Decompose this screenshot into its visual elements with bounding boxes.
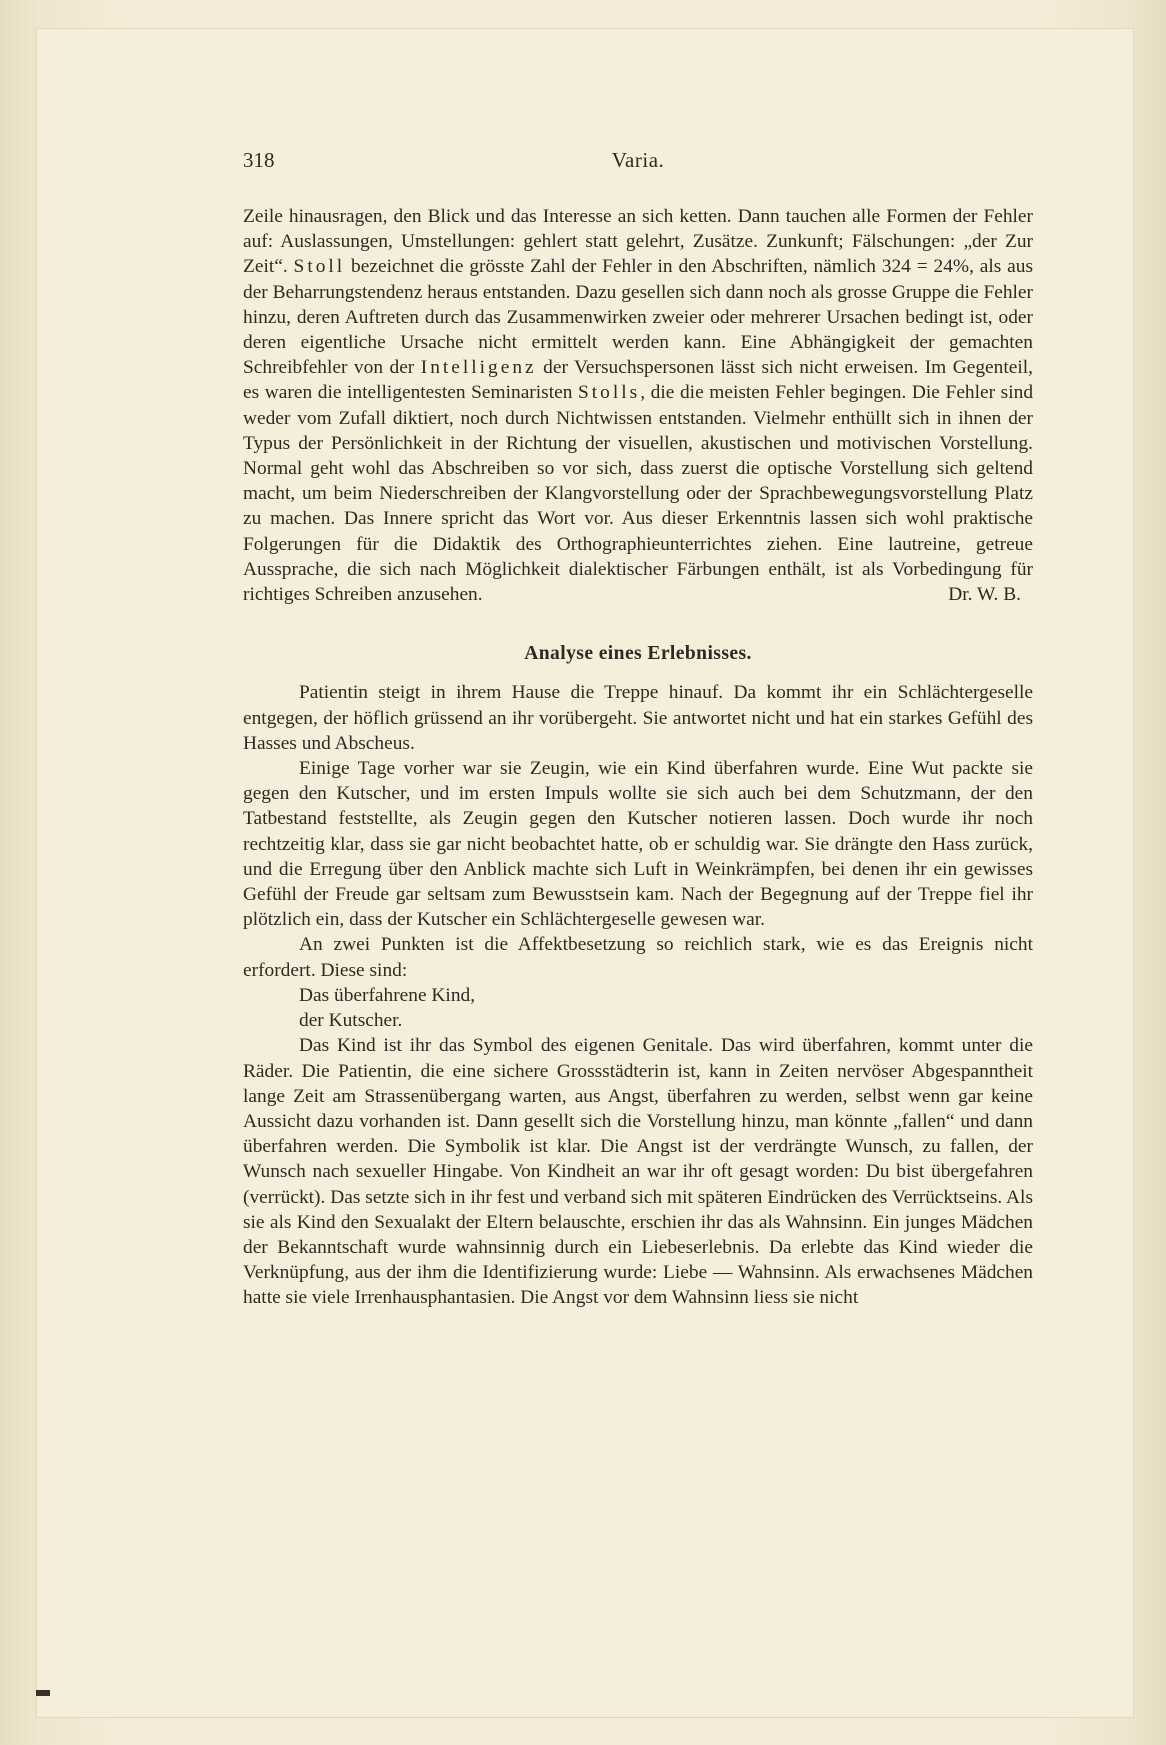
running-head: Varia. bbox=[611, 148, 665, 172]
scan-edge-mark bbox=[36, 1690, 50, 1696]
enumeration-list bbox=[243, 983, 1033, 1033]
page-number: 318 bbox=[243, 148, 275, 172]
text-run: bezeichnet die grösste Zahl der Fehler in den Abschriften, nämlich 324 = 24%, als aus der Beharrungstendenz heraus entstanden. Dazu gesellen sich dann noch als grosse Gruppe die Fehler hinzu, deren Auftreten durch das Zusammenwirken zweier oder mehrerer Ursachen bedingt ist, oder deren eigentliche Ursache nicht ermittelt werden kann. Eine Abhängigkeit der gemachten Schreibfehler von der bbox=[243, 256, 1034, 379]
emphasis-intelligenz: Intelligenz bbox=[420, 357, 537, 379]
signature: Dr. W. B. bbox=[948, 584, 1021, 606]
paragraph: Das Kind ist ihr das Symbol des eigenen Genitale. Das wird überfahren, kommt unter die Räder. Die Patientin, die eine sichere Grossstädterin ist, kann in Zeiten nervöser Abgespanntheit lange Zeit am Strassenübergang warten, aus Angst, überfahren zu werden, selbst wenn gar keine Aussicht dazu vorhanden ist. Dann gesellt sich die Vorstellung hinzu, man könnte „fallen“ und dann überfahren werden. Die Symbolik ist klar. Die Angst ist der verdrängte Wunsch, zu fallen, der Wunsch nach sexueller Hingabe. Von Kindheit an war ihr oft gesagt worden: Du bist übergefahren (verrückt). Das setzte sich in ihr fest und verband sich mit späteren Eindrücken des Verrücktseins. Als sie als Kind den Sexualakt der Eltern belauschte, erschien ihr das als Wahnsinn. Ein junges Mädchen der Bekanntschaft wurde wahnsinnig durch ein Liebeserlebnis. Da erlebte das Kind wieder die Verknüpfung, aus der ihm die Identifizierung wurde: Liebe — Wahnsinn. Als erwachsenes Mädchen hatte sie viele Irrenhausphantasien. Die Angst vor dem Wahnsinn liess sie nicht bbox=[243, 1035, 1033, 1309]
list-item: Das überfahrene Kind, bbox=[299, 984, 476, 1006]
page-header bbox=[243, 148, 1033, 178]
paragraph: Einige Tage vorher war sie Zeugin, wie ein Kind überfahren wurde. Eine Wut packte sie gegen den Kutscher, und im ersten Impuls wollte sie sich auch bei dem Schutzmann, der den Tatbestand feststellte, als Zeugin gegen den Kutscher notieren lassen. Doch wurde ihr noch rechtzeitig klar, dass sie gar nicht beobachtet hatte, ob er schuldig war. Sie drängte den Hass zurück, und die Erregung über den Anblick machte sich Luft in Weinkrämpfen, bei denen ihr ein gewisses Gefühl der Freude gar seltsam zum Bewusstsein kam. Nach der Begegnung auf der Treppe fiel ihr plötzlich ein, dass der Kutscher ein Schlächtergeselle gewesen war. bbox=[243, 758, 1033, 931]
paragraph: Patientin steigt in ihrem Hause die Treppe hinauf. Da kommt ihr ein Schlächtergeselle entgegen, der höflich grüssend an ihr vorübergeht. Sie antwortet nicht und hat ein starkes Gefühl des Hasses und Abscheus. bbox=[243, 682, 1033, 754]
list-item: der Kutscher. bbox=[299, 1010, 403, 1032]
paragraph-continued bbox=[243, 204, 1033, 607]
text-run: Zeile hinausragen, den Blick und das Interesse an sich ketten. Dann tauchen alle Formen der Fehler auf: Auslassungen, Umstellungen: gehlert statt gelehrt, Zusätze. Zunkunft; Fälschungen: „der Zur Zeit“. bbox=[243, 206, 1033, 278]
section-title: Analyse eines Erlebnisses. bbox=[524, 643, 752, 665]
text-run: , die die meisten Fehler begingen. Die Fehler sind weder vom Zufall diktiert, noch durch Nichtwissen entstanden. Vielmehr enthüllt sich in ihnen der Typus der Persönlichkeit in der Richtung der visuellen, akustischen und motivischen Vorstellung. Normal geht wohl das Abschreiben so vor sich, dass zuerst die optische Vorstellung sich geltend macht, um beim Niederschreiben der Klangvorstellung oder der Sprachbewegungsvorstellung Platz zu machen. Das Innere spricht das Wort vor. Aus dieser Erkenntnis lassen sich wohl praktische Folgerungen für die Didaktik des Orthographieunterrichtes ziehen. Eine lautreine, getreue Aussprache, die sich nach Möglichkeit dialektischer Färbungen enthält, ist als Vorbedingung für richtiges Schreiben anzusehen. bbox=[243, 382, 1034, 606]
author-name-stoll: Stoll bbox=[293, 256, 346, 278]
author-name-stolls: Stolls bbox=[578, 382, 641, 404]
paragraph: An zwei Punkten ist die Affektbesetzung so reichlich stark, wie es das Ereignis nicht erfordert. Diese sind: bbox=[243, 934, 1033, 981]
body-text bbox=[243, 204, 1033, 1311]
text-run: der Versuchspersonen lässt sich nicht erweisen. Im Gegenteil, es waren die intelligentesten Seminaristen bbox=[243, 357, 1033, 404]
